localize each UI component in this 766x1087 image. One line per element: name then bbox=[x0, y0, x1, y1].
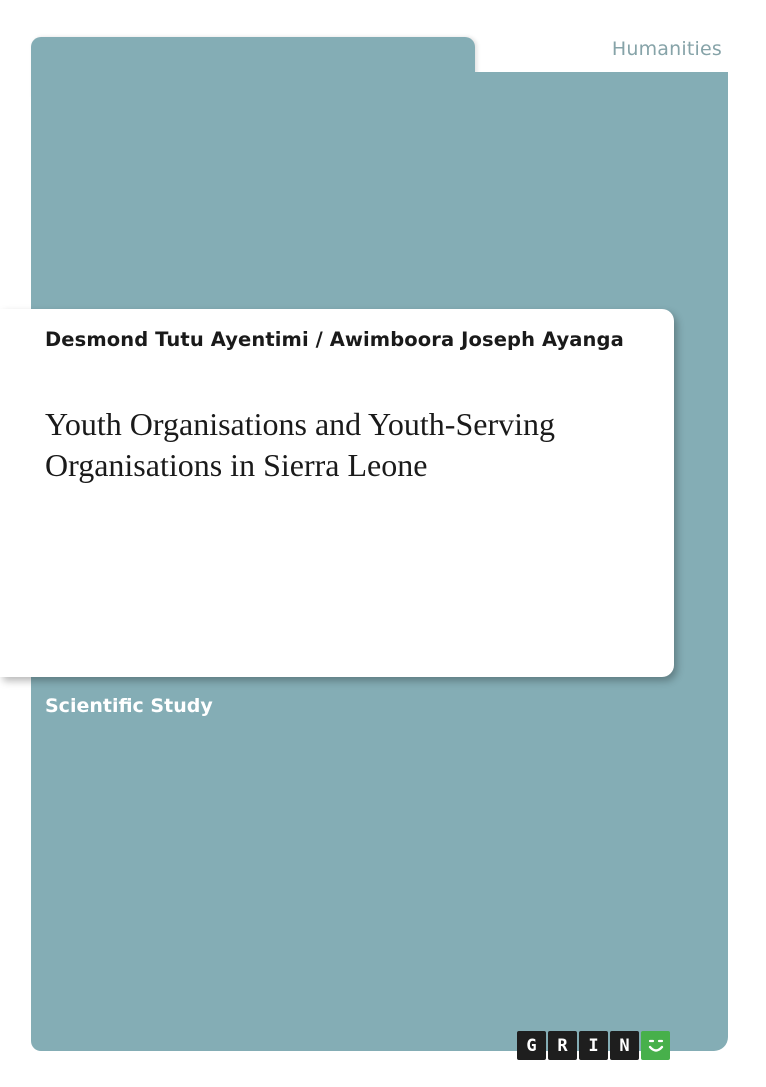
logo-letter-r: R bbox=[548, 1031, 577, 1060]
authors: Desmond Tutu Ayentimi / Awimboora Joseph Ayanga bbox=[45, 328, 624, 351]
book-title bbox=[45, 404, 645, 486]
grin-publisher-logo bbox=[517, 1031, 670, 1060]
title-panel bbox=[0, 309, 674, 677]
title-line-1: Youth Organisations and Youth-Serving bbox=[45, 406, 555, 442]
logo-letter-n: N bbox=[610, 1031, 639, 1060]
smiley-wink-icon bbox=[641, 1031, 670, 1060]
logo-letter-g: G bbox=[517, 1031, 546, 1060]
title-line-2: Organisations in Sierra Leone bbox=[45, 447, 428, 483]
category-label: Humanities bbox=[611, 38, 722, 60]
series-label: Scientific Study bbox=[45, 695, 213, 717]
logo-letter-i: I bbox=[579, 1031, 608, 1060]
